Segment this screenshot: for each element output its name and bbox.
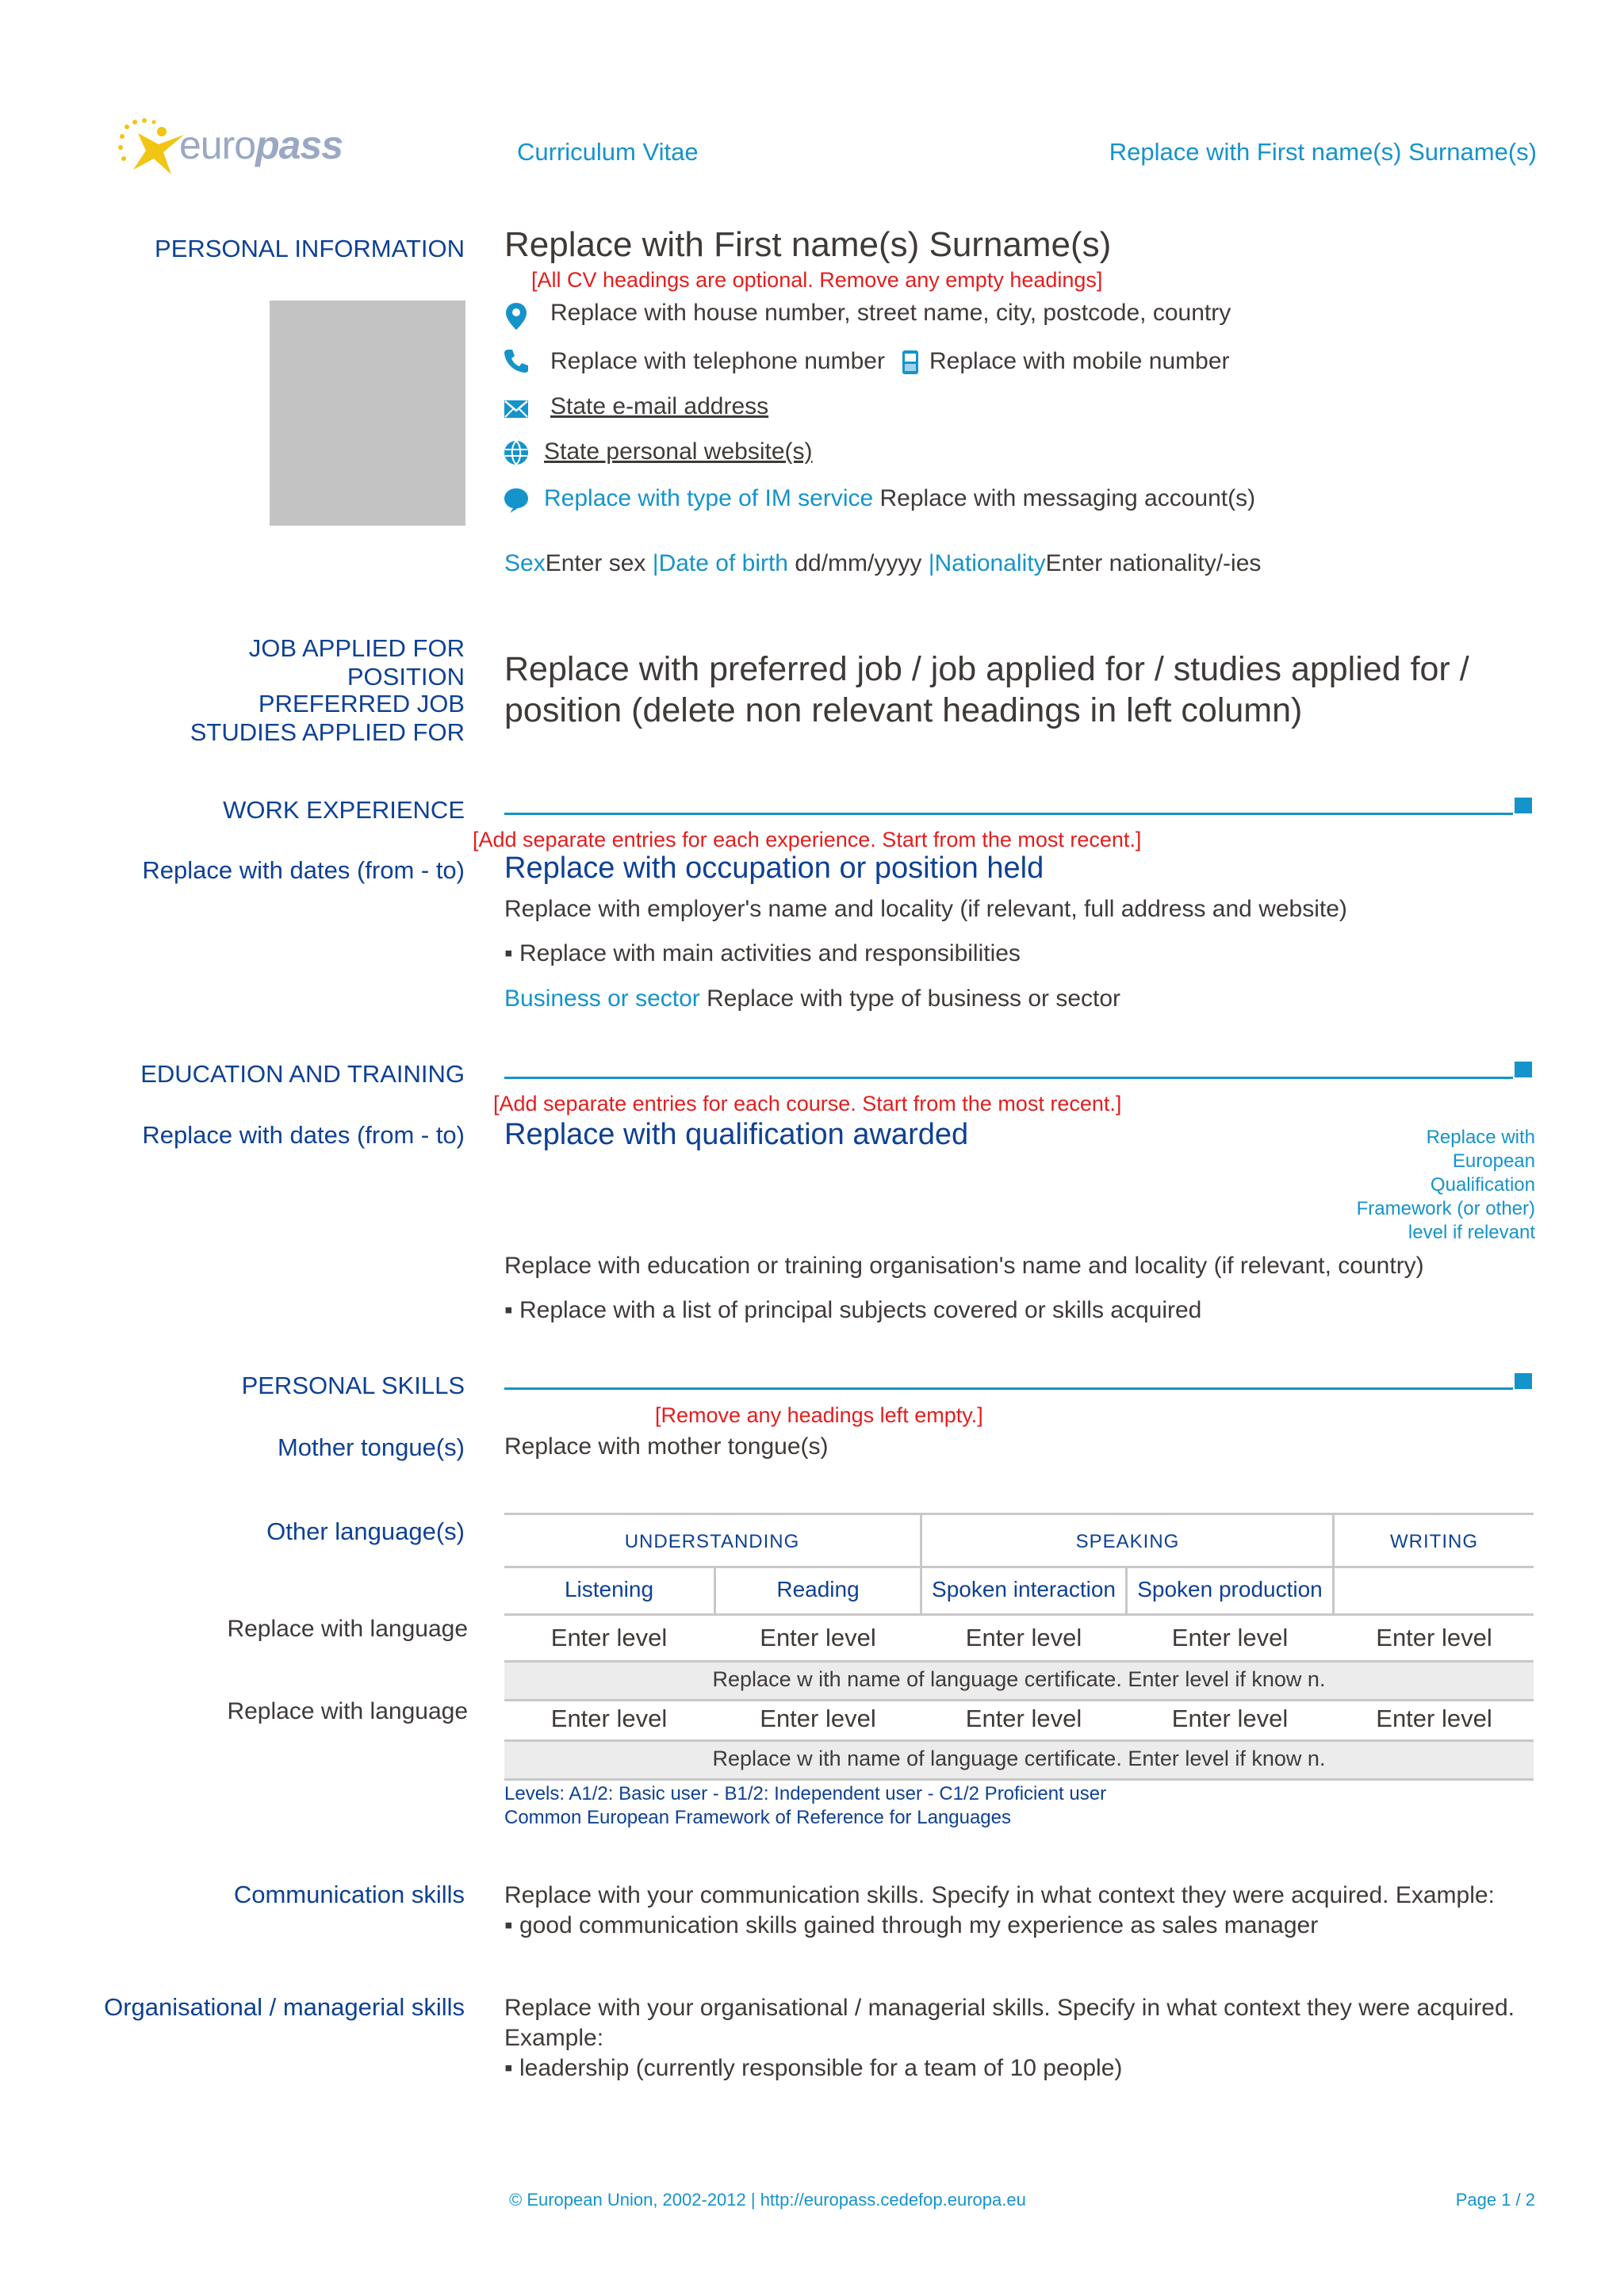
mother-tongue-label: Mother tongue(s): [277, 1433, 465, 1461]
location-pin-icon: [504, 301, 528, 331]
business-label: Business or sector: [504, 985, 700, 1012]
job-label-4: STUDIES APPLIED FOR: [190, 718, 465, 746]
im-service-type: Replace with type of IM service: [544, 485, 874, 511]
subcol-spoken-interaction: Spoken interaction: [932, 1577, 1116, 1601]
language-certificate: Replace w ith name of language certificate. Enter level if know n.: [712, 1667, 1326, 1691]
cv-full-name: Replace with First name(s) Surname(s): [504, 225, 1112, 264]
mobile-number: Replace with mobile number: [929, 348, 1230, 374]
work-experience-divider: [504, 813, 1513, 815]
dob-value: dd/mm/yyyy: [795, 550, 922, 576]
sex-value: Enter sex: [545, 550, 646, 576]
organisational-line-1: Replace with your organisational / managerial skills. Specify in what context they were acquired.: [504, 1995, 1515, 2021]
eqf-line: Qualification: [1430, 1174, 1535, 1196]
education-heading: EDUCATION AND TRAINING: [140, 1060, 465, 1088]
organisational-line-3: ▪ leadership (currently responsible for a team of 10 people): [504, 2055, 1123, 2081]
personal-details-line: [504, 550, 1261, 577]
sex-label: Sex: [504, 550, 546, 576]
education-note: [Add separate entries for each course. Start from the most recent.]: [493, 1092, 1122, 1115]
subcol-spoken-production: Spoken production: [1137, 1577, 1323, 1601]
footer-copyright[interactable]: © European Union, 2002-2012 | http://europass.cedefop.europa.eu: [509, 2190, 1026, 2210]
footer-page-number: Page 1 / 2: [1455, 2190, 1535, 2210]
levels-note-line-1: Levels: A1/2: Basic user - B1/2: Independent user - C1/2 Proficient user: [504, 1783, 1107, 1804]
language-certificate-row: [504, 1660, 1534, 1701]
work-employer: Replace with employer's name and locality (if relevant, full address and website): [504, 896, 1347, 922]
level-writing: Enter level: [1376, 1624, 1492, 1651]
photo-placeholder: [270, 300, 465, 526]
optional-headings-note: [All CV headings are optional. Remove any empty headings]: [531, 268, 1103, 292]
job-label-2: POSITION: [347, 663, 465, 691]
eqf-line: European: [1452, 1150, 1535, 1172]
email-address[interactable]: State e-mail address: [550, 393, 769, 419]
qualification-awarded: Replace with qualification awarded: [504, 1118, 969, 1151]
logo-text-euro: euro: [179, 123, 256, 167]
im-line: [544, 485, 1255, 512]
organisational-skills-text: [504, 1993, 1515, 2084]
language-name: Replace with language: [227, 1616, 468, 1642]
education-divider: [504, 1077, 1513, 1079]
email-envelope-icon: [503, 399, 530, 419]
personal-website[interactable]: State personal website(s): [544, 438, 813, 465]
im-account: Replace with messaging account(s): [879, 485, 1256, 511]
job-label-1: JOB APPLIED FOR: [248, 634, 465, 662]
education-dates: Replace with dates (from - to): [142, 1121, 465, 1149]
organisational-line-2: Example:: [504, 2025, 604, 2051]
language-certificate: Replace w ith name of language certificate. Enter level if know n.: [712, 1747, 1326, 1770]
separator: |: [928, 550, 935, 576]
level-spoken-interaction: Enter level: [965, 1705, 1082, 1732]
communication-skills-text: [504, 1881, 1495, 1941]
work-activities: ▪ Replace with main activities and responsibilities: [504, 940, 1021, 966]
communication-line-1: Replace with your communication skills. Specify in what context they were acquired. Example:: [504, 1882, 1495, 1908]
subcol-divider: [1332, 1566, 1335, 1613]
language-table-subheader: [504, 1566, 1534, 1616]
language-table-header: [504, 1513, 1534, 1568]
education-organisation: Replace with education or training organisation's name and locality (if relevant, country): [504, 1253, 1424, 1279]
business-value: Replace with type of business or sector: [707, 985, 1121, 1012]
group-speaking: SPEAKING: [1075, 1531, 1180, 1552]
personal-skills-marker: [1515, 1373, 1532, 1389]
eqf-line: level if relevant: [1408, 1222, 1535, 1243]
organisational-skills-label: Organisational / managerial skills: [104, 1993, 465, 2021]
eqf-line: Replace with: [1426, 1127, 1535, 1148]
header-name: Replace with First name(s) Surname(s): [1109, 138, 1537, 166]
work-business-line: [504, 985, 1120, 1012]
personal-skills-divider: [504, 1387, 1513, 1390]
level-spoken-interaction: Enter level: [965, 1624, 1082, 1651]
level-spoken-production: Enter level: [1171, 1624, 1289, 1651]
europass-logo: [116, 117, 346, 181]
subcol-reading: Reading: [776, 1577, 860, 1601]
logo-text-pass: pass: [255, 123, 343, 167]
language-row: [504, 1616, 1534, 1660]
dob-label: Date of birth: [658, 550, 788, 576]
job-applied-line-2: position (delete non relevant headings in left column): [504, 691, 1303, 729]
personal-skills-note: [Remove any headings left empty.]: [655, 1403, 983, 1427]
mobile-phone-icon: [901, 349, 920, 376]
work-experience-heading: WORK EXPERIENCE: [223, 796, 465, 824]
education-subjects: ▪ Replace with a list of principal subjects covered or skills acquired: [504, 1297, 1202, 1323]
nationality-value: Enter nationality/-ies: [1045, 550, 1262, 576]
level-writing: Enter level: [1376, 1705, 1492, 1732]
website-globe-icon: [503, 439, 530, 466]
work-position: Replace with occupation or position held: [504, 851, 1044, 885]
level-reading: Enter level: [760, 1705, 876, 1732]
group-writing: WRITING: [1390, 1531, 1478, 1552]
communication-line-2: ▪ good communication skills gained through my experience as sales manager: [504, 1912, 1319, 1938]
work-experience-marker: [1515, 798, 1532, 813]
job-label-3: PREFERRED JOB: [258, 690, 465, 718]
job-applied-line-1: Replace with preferred job / job applied for / studies applied for /: [504, 650, 1469, 688]
telephone-number: Replace with telephone number: [550, 348, 885, 374]
levels-note: [504, 1782, 1106, 1830]
language-certificate-row: [504, 1739, 1534, 1781]
eqf-line: Framework (or other): [1356, 1198, 1535, 1219]
mother-tongue-value: Replace with mother tongue(s): [504, 1433, 829, 1460]
language-name: Replace with language: [227, 1698, 468, 1724]
subcol-listening: Listening: [564, 1577, 654, 1601]
communication-skills-label: Communication skills: [233, 1881, 465, 1908]
level-listening: Enter level: [550, 1624, 668, 1651]
levels-note-line-2: Common European Framework of Reference for Languages: [504, 1807, 1011, 1828]
personal-skills-heading: PERSONAL SKILLS: [241, 1372, 465, 1399]
work-experience-note: [Add separate entries for each experience. Start from the most recent.]: [473, 828, 1142, 851]
language-row: [504, 1698, 1534, 1739]
group-understanding: UNDERSTANDING: [624, 1531, 800, 1552]
instant-messaging-icon: [502, 486, 530, 515]
telephone-icon: [503, 347, 530, 374]
level-spoken-production: Enter level: [1171, 1705, 1289, 1732]
nationality-label: Nationality: [934, 550, 1046, 576]
level-reading: Enter level: [760, 1624, 876, 1651]
address: Replace with house number, street name, city, postcode, country: [550, 300, 1231, 326]
education-marker: [1515, 1062, 1532, 1077]
other-languages-label: Other language(s): [266, 1517, 465, 1545]
work-dates: Replace with dates (from - to): [142, 856, 465, 884]
separator: |: [652, 550, 659, 576]
level-listening: Enter level: [550, 1705, 668, 1732]
doc-title: Curriculum Vitae: [517, 138, 699, 166]
eqf-level: [1357, 1126, 1535, 1245]
personal-information-heading: PERSONAL INFORMATION: [155, 235, 465, 262]
